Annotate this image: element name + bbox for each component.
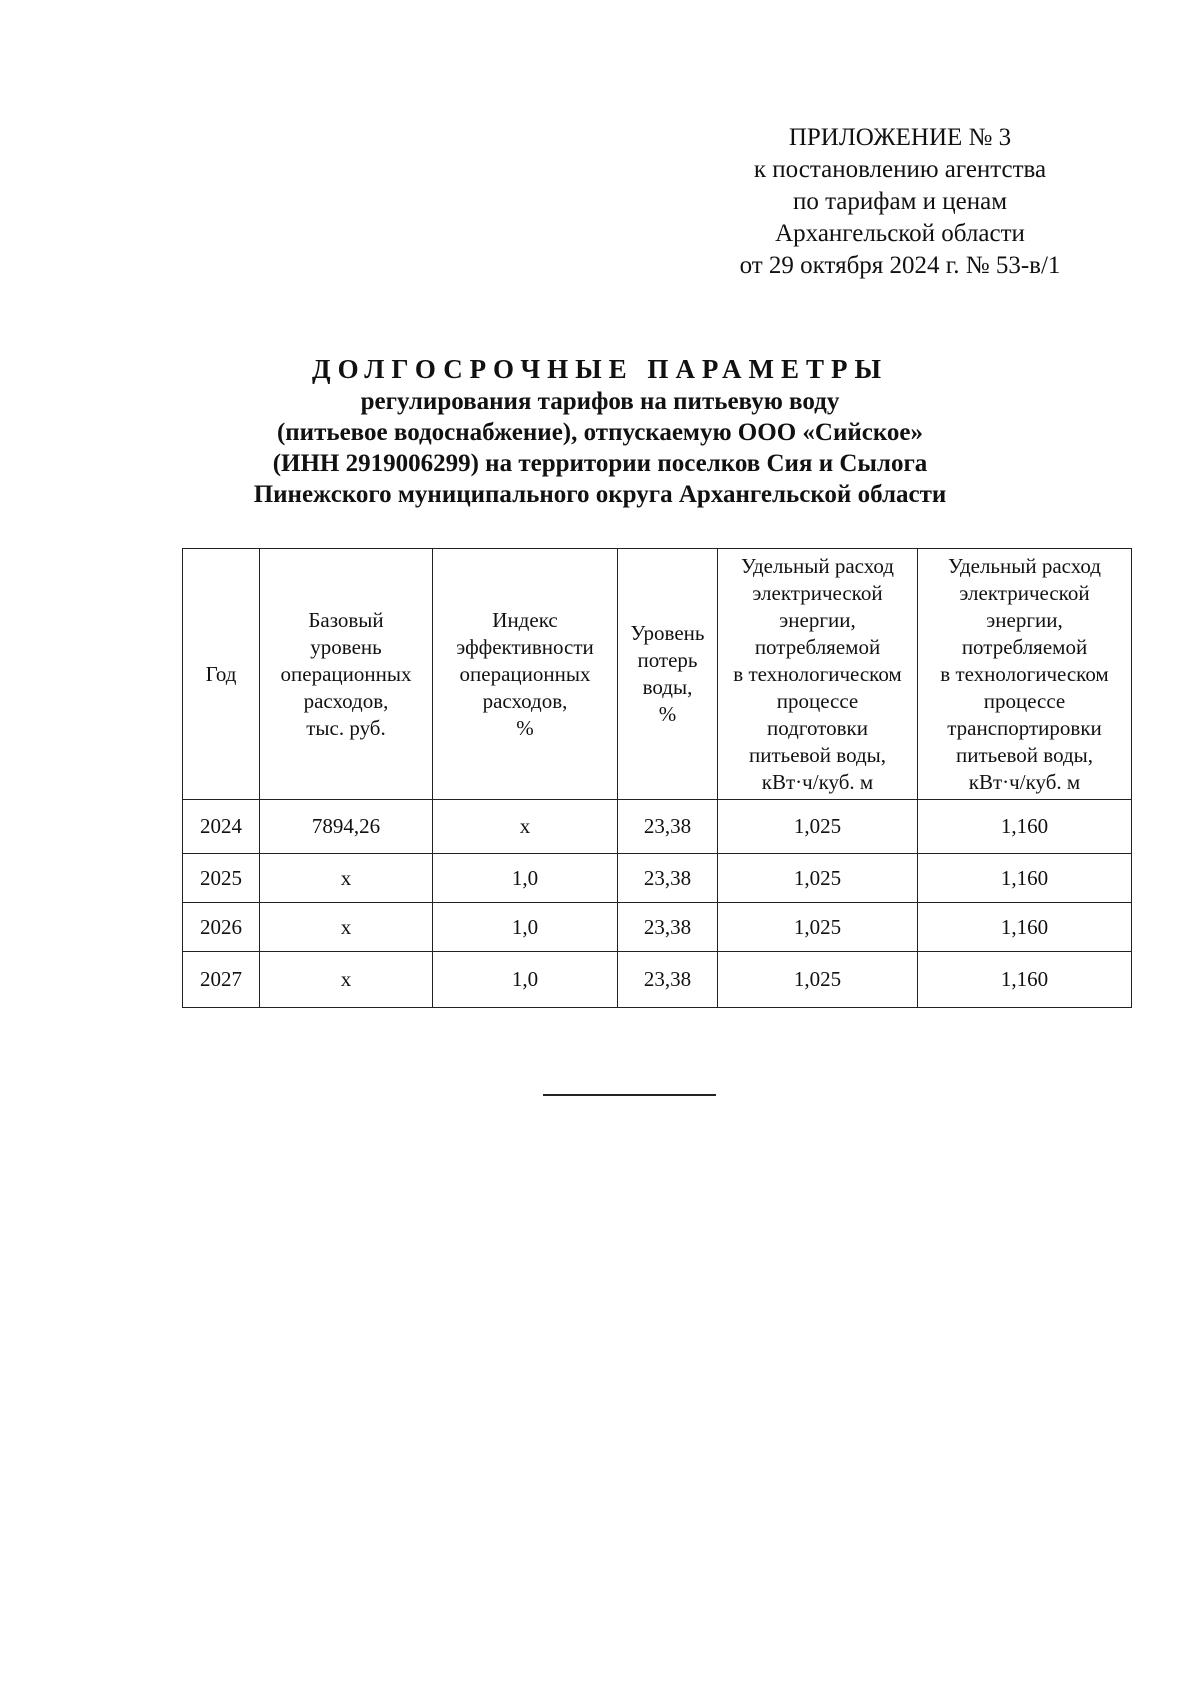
table-cell: 2027 <box>183 952 260 1008</box>
table-cell: 1,160 <box>918 854 1132 903</box>
table-cell: 1,160 <box>918 952 1132 1008</box>
table-cell: 2026 <box>183 903 260 952</box>
table-header-cell: Индекс эффективности операционных расходов, % <box>433 549 618 800</box>
table-cell: 7894,26 <box>260 800 433 854</box>
appendix-reference: к постановлению агентства <box>753 156 1047 183</box>
table-row <box>183 800 1132 854</box>
table-cell: 1,0 <box>433 952 618 1008</box>
table-cell: 23,38 <box>618 854 718 903</box>
document-title: ДОЛГОСРОЧНЫЕ ПАРАМЕТРЫ <box>312 354 888 384</box>
end-divider <box>543 1094 716 1096</box>
appendix-agency: по тарифам и ценам <box>792 188 1008 215</box>
appendix-region: Архангельской области <box>775 220 1025 247</box>
document-subtitle-line-4: Пинежского муниципального округа Архангельской области <box>253 481 947 508</box>
appendix-block <box>690 122 1110 282</box>
appendix-date-number: от 29 октября 2024 г. № 53-в/1 <box>739 252 1061 279</box>
table-cell: 1,160 <box>918 800 1132 854</box>
table-cell: 2024 <box>183 800 260 854</box>
table-body <box>183 800 1132 1008</box>
table-header-cell: Удельный расход электрической энергии, потребляемой в технологическом процессе транспортировки питьевой воды, кВт·ч/куб. м <box>918 549 1132 800</box>
table-row <box>183 854 1132 903</box>
table-header-cell: Удельный расход электрической энергии, потребляемой в технологическом процессе подготовки питьевой воды, кВт·ч/куб. м <box>718 549 918 800</box>
table-cell: 23,38 <box>618 952 718 1008</box>
appendix-number: ПРИЛОЖЕНИЕ № 3 <box>788 124 1012 151</box>
table-header-row <box>183 549 1132 800</box>
table-header-cell: Уровень потерь воды, % <box>618 549 718 800</box>
parameters-table <box>182 548 1132 1008</box>
table-cell: 1,160 <box>918 903 1132 952</box>
document-subtitle-line-1: регулирования тарифов на питьевую воду <box>360 388 840 415</box>
table-cell: 1,025 <box>718 854 918 903</box>
table-cell: х <box>433 800 618 854</box>
document-subtitle-line-2: (питьевое водоснабжение), отпускаемую ООО «Сийское» <box>276 419 924 446</box>
table-cell: х <box>260 903 433 952</box>
table-cell: 23,38 <box>618 903 718 952</box>
document-heading <box>150 352 1050 510</box>
table-cell: 1,025 <box>718 952 918 1008</box>
document-subtitle-line-3: (ИНН 2919006299) на территории поселков Сия и Сылога <box>272 450 928 477</box>
table-cell: 1,025 <box>718 800 918 854</box>
table-cell: х <box>260 952 433 1008</box>
table-cell: 2025 <box>183 854 260 903</box>
table-cell: 23,38 <box>618 800 718 854</box>
table-header-cell: Базовый уровень операционных расходов, тыс. руб. <box>260 549 433 800</box>
table-cell: 1,025 <box>718 903 918 952</box>
table-row <box>183 903 1132 952</box>
table-cell: х <box>260 854 433 903</box>
table-cell: 1,0 <box>433 903 618 952</box>
table-cell: 1,0 <box>433 854 618 903</box>
table-row <box>183 952 1132 1008</box>
table-header-cell: Год <box>183 549 260 800</box>
